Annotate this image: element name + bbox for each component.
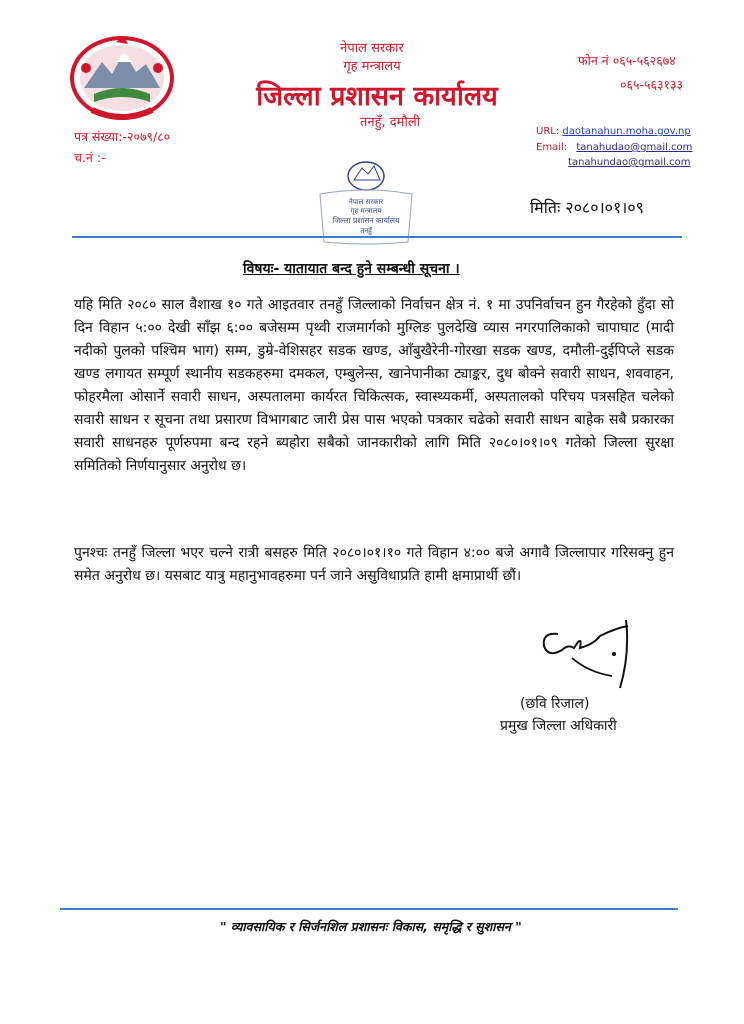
email-link-1[interactable]: tanahudao@gmail.com xyxy=(576,142,693,153)
url-label: URL: xyxy=(536,126,560,137)
signatory-title: प्रमुख जिल्ला अधिकारी xyxy=(500,718,617,734)
body-paragraph-2: पुनश्चः तनहुँ जिल्ला भएर चल्ने रात्री बसहरु मिति २०८०।०१।१० गते विहान ४:०० बजे अगावै जिल्लापार गरिसक्नु हुन समेत अनुरोध छ। यसबाट यात्रु महानुभावहरुमा पर्न जाने असुविधाप्रति हामी क्षमाप्रार्थी छौं। xyxy=(74,545,674,584)
header-divider xyxy=(72,236,682,238)
footer-motto: " व्यावसायिक र सिर्जनशिल प्रशासनः विकास, समृद्धि र सुशासन " xyxy=(220,919,522,934)
office-stamp-icon xyxy=(312,146,420,246)
stamp-line-1: नेपाल सरकार xyxy=(348,198,384,206)
email-label: Email: xyxy=(536,142,568,153)
nepal-emblem-icon xyxy=(66,32,178,124)
phone-number-1: ०६५-५६२६७४ xyxy=(612,53,676,68)
website-link[interactable]: daotanahun.moha.gov.np xyxy=(562,126,691,137)
phone-number-2: ०६५-५६३१३३ xyxy=(620,77,684,92)
signature-icon xyxy=(528,614,644,692)
email-link-2[interactable]: tanahundao@gmail.com xyxy=(568,157,691,168)
body-paragraph-1: यहि मिति २०८० साल वैशाख १० गते आइतवार तनहुँ जिल्लाको निर्वाचन क्षेत्र नं. १ मा उपनिर्वाचन हुन गैरहेको हुँदा सो दिन विहान ५:०० देखी साँझ ६:०० बजेसम्म पृथ्वी राजमार्गको मुग्लिङ पुलदेखि व्यास नगरपालिकाको चापाघाट (मादी नदीको पुलको पश्चिम भाग) सम्म, डुम्रे-वेशिसहर सडक खण्ड, आँबुखैरेनी-गोरखा सडक खण्ड, दमौली-दुईपिप्ले सडक खण्ड लगायत सम्पूर्ण स्थानीय सडकहरुमा दमकल, एम्बुलेन्स, खानेपानीका ट्याङ्कर, दुध बोक्ने सवारी साधन, शववाहन, फोहरमैला ओसार्ने सवारी साधन, अस्पतालमा कार्यरत चिकित्सक, स्वास्थ्यकर्मी, अस्पतालको परिचय पत्रसहित चलेको सवारी साधन र सूचना तथा प्रसारण विभागबाट जारी प्रेस पास भएको पत्रकार चढेको सवारी साधन बाहेक सबै प्रकारका सवारी साधनहरु पूर्णरुपमा बन्द रहने ब्यहोरा सबैको जानकारीको लागि मिति २०८०।०१।०९ गतेको जिल्ला सुरक्षा समितिको निर्णयानुसार अनुरोध छ। xyxy=(74,297,674,474)
stamp-line-2: गृह मन्त्रालय xyxy=(350,207,382,215)
email-line xyxy=(536,142,692,153)
signatory-name: (छवि रिजाल) xyxy=(520,696,590,712)
subject-line: विषयः- यातायात बन्द हुने सम्बन्धी सूचना । xyxy=(243,261,460,277)
letter-date: मितिः २०८०।०१।०९ xyxy=(530,198,644,217)
government-name: नेपाल सरकार xyxy=(340,41,404,56)
stamp-line-3: जिल्ला प्रशासन कार्यालय xyxy=(332,216,400,225)
letter-number: पत्र संख्या:-२०७९/८० xyxy=(74,129,171,144)
phone-line-1 xyxy=(578,52,676,69)
office-title: जिल्ला प्रशासन कार्यालय xyxy=(256,81,498,112)
phone-label: फोन नं xyxy=(578,53,609,68)
url-line xyxy=(536,126,691,137)
dispatch-number: च.नं :- xyxy=(74,150,106,165)
ministry-name: गृह मन्त्रालय xyxy=(343,59,401,74)
footer-divider xyxy=(60,908,678,910)
stamp-line-4: तनहुँ xyxy=(360,227,372,235)
office-location: तनहुँ, दमौली xyxy=(359,115,421,130)
